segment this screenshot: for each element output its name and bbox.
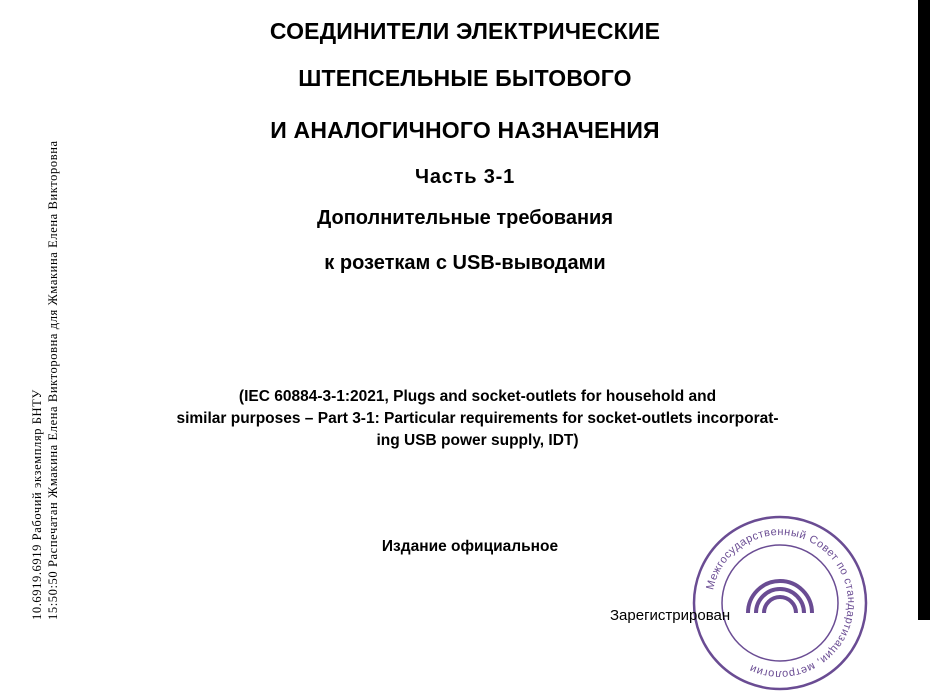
iec-line-3: ing USB power supply, IDT) (376, 432, 579, 449)
svg-text:Межгосударственный Совет по ст: Межгосударственный Совет по стандартизации, метрологии (704, 525, 858, 681)
part-number: Часть 3-1 (414, 166, 516, 188)
title-line-1: СОЕДИНИТЕЛИ ЭЛЕКТРИЧЕСКИЕ (269, 18, 661, 44)
edition-label: Издание официальное (381, 538, 559, 555)
iec-line-1: (IEC 60884-3-1:2021, Plugs and socket-outlets for household and (238, 388, 717, 405)
title-line-3: И АНАЛОГИЧНОГО НАЗНАЧЕНИЯ (270, 117, 660, 143)
standards-seal-stamp (690, 513, 870, 693)
page-edge-bar (918, 0, 930, 620)
registered-label: Зарегистрирован (610, 607, 731, 624)
title-line-2: ШТЕПСЕЛЬНЫЕ БЫТОВОГО (298, 65, 632, 91)
subtitle-line-2: к розеткам с USB-выводами (324, 252, 606, 274)
iec-line-2: similar purposes – Part 3-1: Particular requirements for socket-outlets incorporat- (176, 410, 779, 427)
side-watermark-1-text: 10.6919.6919 Рабочий экземпляр БНТУ (30, 389, 44, 620)
side-watermark-2 (46, 0, 64, 620)
side-watermark-2-text: 15:50:50 Распечатан Жмакина Елена Викторовна для Жмакина Елена Викторовна (46, 140, 60, 620)
subtitle-line-1: Дополнительные требования (317, 207, 613, 229)
